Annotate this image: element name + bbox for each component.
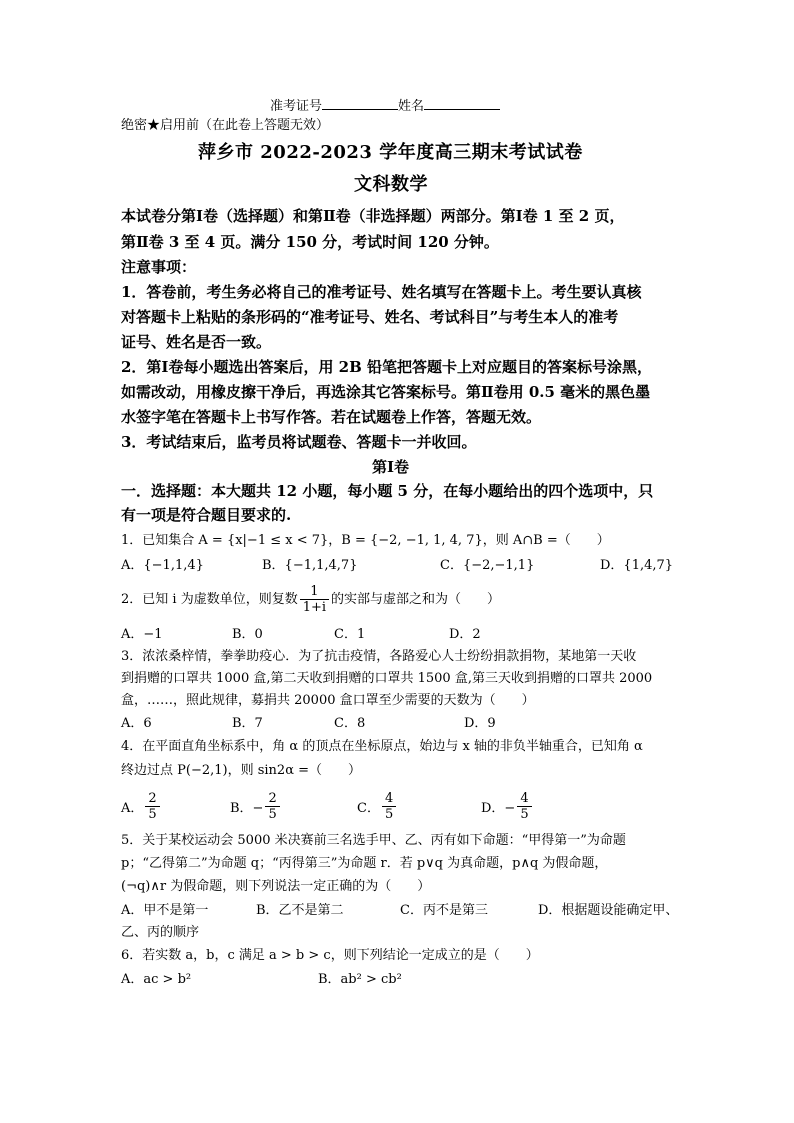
q4-c-label: C． [357,800,380,816]
q5-line-1: 5．关于某校运动会 5000 米决赛前三名选手甲、乙、丙有如下命题：“甲得第一”为命题 [121,833,626,848]
secret-note: 绝密★启用前（在此卷上答题无效） [121,118,330,133]
q4-a-fraction [145,791,159,822]
subject-title: 文科数学 [354,174,428,195]
q4-d-fraction [517,791,531,822]
q1-stem: 1．已知集合 A = {x|−1 ≤ x < 7}，B = {−2, −1, 1, 4, 7}，则 A∩B =（ ） [121,533,610,548]
q5-line-2: p；“乙得第二”为命题 q；“丙得第三”为命题 r．若 p∨q 为真命题，p∧q 为假命题， [121,856,608,871]
q6-stem: 6．若实数 a，b，c 满足 a > b > c，则下列结论一定成立的是（ ） [121,948,539,963]
q5-line-3: (¬q)∧r 为假命题，则下列说法一定正确的为（ ） [121,879,431,894]
q3-line-1: 3．浓浓桑梓情，拳拳助疫心．为了抗击疫情，各路爱心人士纷纷捐款捐物，某地第一天收 [121,649,637,664]
q4-b-den: 5 [268,806,277,822]
notice-1-line-1: 1．答卷前，考生务必将自己的准考证号、姓名填写在答题卡上。考生要认真核 [121,283,642,301]
q5-option-c: C．丙不是第三 [400,903,488,918]
q2-option-a: A．−1 [121,627,163,642]
part1-heading: 第Ⅰ卷 [372,458,410,476]
q2-frac-num: 1 [300,584,329,600]
q4-d-label: D．− [481,800,516,816]
q6-option-a: A．ac > b² [121,972,192,987]
q3-line-3: 盒，……，照此规律，募捐共 20000 盒口罩至少需要的天数为（ ） [121,693,535,708]
q4-line-1: 4．在平面直角坐标系中，角 α 的顶点在坐标原点，始边与 x 轴的非负半轴重合，已知角 α [121,739,643,754]
notice-3: 3．考试结束后，监考员将试题卷、答题卡一并收回。 [121,433,477,451]
q1-option-d: D．{1,4,7} [600,558,674,573]
candidate-no-blank [322,97,398,110]
q4-a-num: 2 [145,791,159,807]
q3-option-a: A．6 [121,716,152,731]
q4-option-b [230,786,282,826]
q4-b-num: 2 [265,791,279,807]
q2-option-c: C．1 [334,627,366,642]
name-label: 姓名 [398,99,425,114]
q3-option-c: C．8 [334,716,366,731]
q5-option-a: A．甲不是第一 [121,903,209,918]
q4-c-fraction [382,791,396,822]
q4-a-label: A． [121,800,144,816]
notice-2-line-1: 2．第Ⅰ卷每小题选出答案后，用 2B 铅笔把答题卡上对应题目的答案标号涂黑， [121,358,653,376]
q2-frac-den: 1+i [302,599,327,615]
q5-option-b: B．乙不是第二 [256,903,344,918]
exam-title: 萍乡市 2022-2023 学年度高三期末考试试卷 [198,142,583,163]
q6-option-b: B．ab² > cb² [318,972,402,987]
candidate-info-line [270,97,500,113]
q4-option-a [121,786,162,826]
q2-option-d: D．2 [449,627,481,642]
q4-d-num: 4 [517,791,531,807]
intro-line-1: 本试卷分第Ⅰ卷（选择题）和第Ⅱ卷（非选择题）两部分。第Ⅰ卷 1 至 2 页， [121,207,625,225]
notice-2-line-2: 如需改动，用橡皮擦干净后，再选涂其它答案标号。第Ⅱ卷用 0.5 毫米的黑色墨 [121,383,651,401]
section-1-line-2: 有一项是符合题目要求的. [121,506,292,524]
q5-option-d-line-2: 乙、丙的顺序 [121,925,200,940]
q5-option-d-line-1: D．根据题设能确定甲、 [538,903,679,918]
notice-1-line-2: 对答题卡上粘贴的条形码的“准考证号、姓名、考试科目”与考生本人的准考 [121,308,619,326]
notice-1-line-3: 证号、姓名是否一致。 [121,333,272,351]
q3-option-d: D．9 [464,716,496,731]
q1-option-c: C．{−2,−1,1} [440,558,535,573]
q1-option-a: A．{−1,1,4} [121,558,204,573]
q4-line-2: 终边过点 P(−2,1)，则 sin2α =（ ） [121,763,361,778]
intro-line-2: 第Ⅱ卷 3 至 4 页。满分 150 分，考试时间 120 分钟。 [121,233,499,251]
q2-option-b: B．0 [232,627,263,642]
name-blank [424,97,500,110]
q2-stem [121,580,500,618]
q1-option-b: B．{−1,1,4,7} [262,558,358,573]
notice-2-line-3: 水签字笔在答题卡上书写作答。若在试题卷上作答，答题无效。 [121,408,542,426]
q4-b-fraction [265,791,279,822]
section-1-line-1: 一．选择题：本大题共 12 小题，每小题 5 分，在每小题给出的四个选项中，只 [121,482,654,500]
notice-heading: 注意事项： [121,258,197,276]
q4-b-label: B．− [230,800,264,816]
q3-line-2: 到捐赠的口罩共 1000 盒,第二天收到捐赠的口罩共 1500 盒,第三天收到捐赠的口罩共 2000 [121,671,653,686]
q4-c-den: 5 [384,806,394,822]
q4-d-den: 5 [520,806,529,822]
q2-stem-before: 2．已知 i 为虚数单位，则复数 [121,591,298,607]
q4-option-c [357,786,398,826]
candidate-no-label: 准考证号 [270,99,323,114]
q4-a-den: 5 [148,806,157,822]
q4-c-num: 4 [382,791,396,807]
q2-stem-after: 的实部与虚部之和为（ ） [331,591,501,607]
q2-fraction [300,584,329,615]
q3-option-b: B．7 [232,716,263,731]
q4-option-d [481,786,534,826]
